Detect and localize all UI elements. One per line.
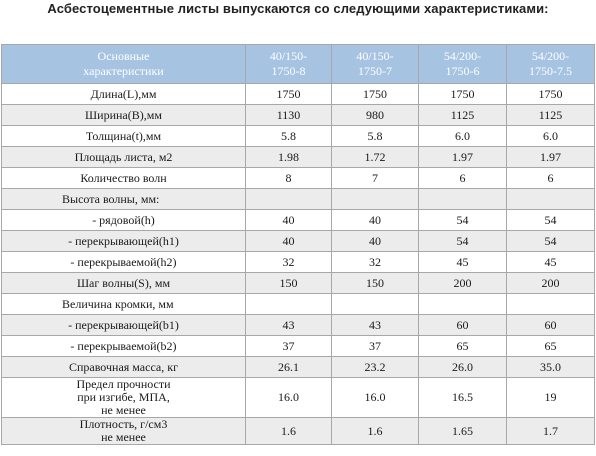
table-cell: 6.0 bbox=[507, 126, 595, 147]
table-cell: 1750 bbox=[419, 84, 507, 105]
table-cell: 7 bbox=[332, 168, 419, 189]
table-cell: 32 bbox=[246, 252, 332, 273]
table-cell: 54 bbox=[507, 231, 595, 252]
table-cell: 1.97 bbox=[507, 147, 595, 168]
row-label: Плотность, г/см3 не менее bbox=[2, 418, 246, 445]
table-cell: 1.6 bbox=[246, 418, 332, 445]
table-cell: 150 bbox=[332, 273, 419, 294]
table-row bbox=[2, 168, 595, 189]
table-cell: 65 bbox=[419, 336, 507, 357]
row-label: Ширина(B),мм bbox=[2, 105, 246, 126]
row-label: Величина кромки, мм bbox=[2, 294, 246, 315]
table-cell: 40 bbox=[246, 231, 332, 252]
table-cell: 5.8 bbox=[246, 126, 332, 147]
table-cell bbox=[419, 189, 507, 210]
table-cell: 16.5 bbox=[419, 378, 507, 418]
table-cell: 1.98 bbox=[246, 147, 332, 168]
table-cell: 37 bbox=[246, 336, 332, 357]
table-cell: 26.0 bbox=[419, 357, 507, 378]
table-cell: 1.72 bbox=[332, 147, 419, 168]
table-row bbox=[2, 357, 595, 378]
table-cell: 35.0 bbox=[507, 357, 595, 378]
table-cell: 6 bbox=[507, 168, 595, 189]
table-cell bbox=[507, 294, 595, 315]
table-cell: 65 bbox=[507, 336, 595, 357]
table-cell: 40 bbox=[246, 210, 332, 231]
column-header-characteristic: Основные характеристики bbox=[2, 45, 246, 84]
table-row bbox=[2, 315, 595, 336]
row-label: Шаг волны(S), мм bbox=[2, 273, 246, 294]
table-cell: 54 bbox=[419, 231, 507, 252]
table-row bbox=[2, 105, 595, 126]
table-cell: 43 bbox=[332, 315, 419, 336]
row-label: Толщина(t),мм bbox=[2, 126, 246, 147]
table-cell: 40 bbox=[332, 231, 419, 252]
table-cell: 200 bbox=[507, 273, 595, 294]
column-header-54-200-1750-6: 54/200- 1750-6 bbox=[419, 45, 507, 84]
table-row bbox=[2, 378, 595, 418]
table-cell: 6.0 bbox=[419, 126, 507, 147]
table-cell: 1750 bbox=[507, 84, 595, 105]
table-cell: 1.6 bbox=[332, 418, 419, 445]
column-header-40-150-1750-7: 40/150- 1750-7 bbox=[332, 45, 419, 84]
table-cell: 54 bbox=[507, 210, 595, 231]
table-cell: 1.65 bbox=[419, 418, 507, 445]
row-label: - перекрывающей(b1) bbox=[2, 315, 246, 336]
table-cell: 1125 bbox=[507, 105, 595, 126]
table-cell: 16.0 bbox=[332, 378, 419, 418]
table-row bbox=[2, 273, 595, 294]
table-cell: 37 bbox=[332, 336, 419, 357]
page-title: Асбестоцементные листы выпускаются со следующими характеристиками: bbox=[47, 1, 549, 16]
table-cell: 23.2 bbox=[332, 357, 419, 378]
column-header-40-150-1750-8: 40/150- 1750-8 bbox=[246, 45, 332, 84]
table-cell: 43 bbox=[246, 315, 332, 336]
table-cell: 40 bbox=[332, 210, 419, 231]
table-cell bbox=[332, 294, 419, 315]
row-label: - перекрываемой(b2) bbox=[2, 336, 246, 357]
table-cell bbox=[507, 189, 595, 210]
table-row bbox=[2, 84, 595, 105]
table-cell: 150 bbox=[246, 273, 332, 294]
table-cell: 1750 bbox=[246, 84, 332, 105]
table-cell: 5.8 bbox=[332, 126, 419, 147]
table-cell bbox=[419, 294, 507, 315]
table-row bbox=[2, 210, 595, 231]
table-header-row bbox=[2, 45, 595, 84]
table-cell: 980 bbox=[332, 105, 419, 126]
table-cell bbox=[246, 189, 332, 210]
table-cell bbox=[332, 189, 419, 210]
table-cell: 8 bbox=[246, 168, 332, 189]
row-label: Высота волны, мм: bbox=[2, 189, 246, 210]
row-label: Длина(L),мм bbox=[2, 84, 246, 105]
table-cell: 32 bbox=[332, 252, 419, 273]
table-row bbox=[2, 294, 595, 315]
table-row bbox=[2, 418, 595, 445]
table-cell: 26.1 bbox=[246, 357, 332, 378]
table-cell: 60 bbox=[507, 315, 595, 336]
row-label: Предел прочности при изгибе, МПА, не менее bbox=[2, 378, 246, 418]
row-label: - перекрывающей(h1) bbox=[2, 231, 246, 252]
table-body bbox=[2, 84, 595, 445]
row-label: - перекрываемой(h2) bbox=[2, 252, 246, 273]
table-cell: 60 bbox=[419, 315, 507, 336]
row-label: Справочная масса, кг bbox=[2, 357, 246, 378]
row-label: Количество волн bbox=[2, 168, 246, 189]
table-row bbox=[2, 126, 595, 147]
table-cell: 54 bbox=[419, 210, 507, 231]
table-cell: 19 bbox=[507, 378, 595, 418]
table-row bbox=[2, 336, 595, 357]
characteristics-table bbox=[1, 44, 595, 445]
table-cell: 200 bbox=[419, 273, 507, 294]
table-row bbox=[2, 189, 595, 210]
table-cell: 1750 bbox=[332, 84, 419, 105]
row-label: Площадь листа, м2 bbox=[2, 147, 246, 168]
table-cell: 45 bbox=[507, 252, 595, 273]
table-cell: 16.0 bbox=[246, 378, 332, 418]
table-row bbox=[2, 252, 595, 273]
table-row bbox=[2, 147, 595, 168]
table-cell bbox=[246, 294, 332, 315]
table-cell: 6 bbox=[419, 168, 507, 189]
table-cell: 45 bbox=[419, 252, 507, 273]
table-cell: 1.7 bbox=[507, 418, 595, 445]
column-header-54-200-1750-7-5: 54/200- 1750-7.5 bbox=[507, 45, 595, 84]
row-label: - рядовой(h) bbox=[2, 210, 246, 231]
table-row bbox=[2, 231, 595, 252]
table-cell: 1130 bbox=[246, 105, 332, 126]
table-cell: 1.97 bbox=[419, 147, 507, 168]
table-cell: 1125 bbox=[419, 105, 507, 126]
